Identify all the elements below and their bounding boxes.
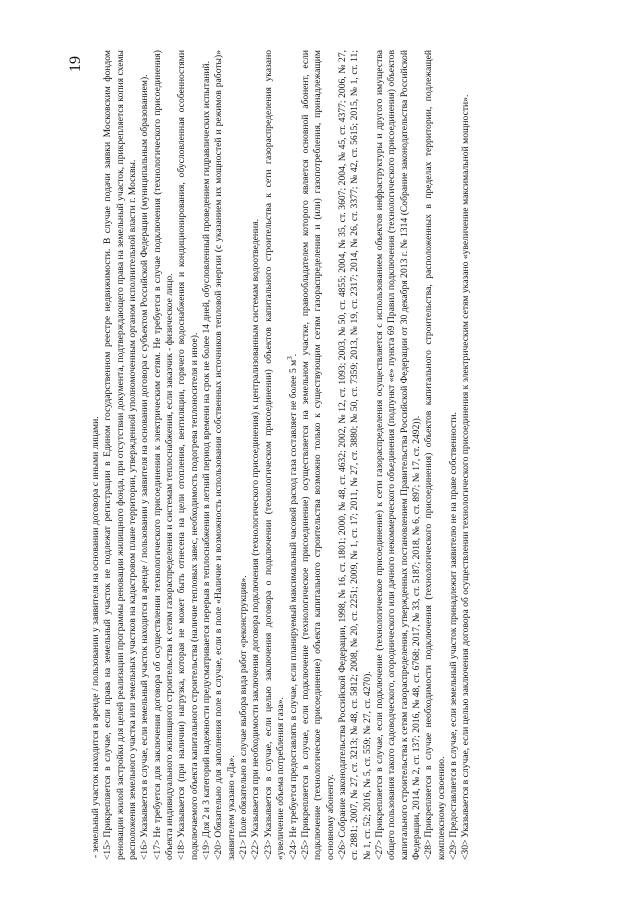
footnote-item (263, 50, 288, 860)
footnote-text: Обязательно для заполнения поле в случае, если в поле «Наличие и возможность использования собственных источников тепловой энергии (с указанием их мощностей и режимов работы)» заявителем указано «Да». (213, 50, 237, 860)
footnote-text: Указывается (при наличии) нагрузка, которая не может быть отнесена на цели отопления, вентиляции, горячего водоснабжения и кондиционирования, обусловленная особенностями подключаемого объекта капитального строительства (наличие тепловых завес, необходимость подогрева теплоносителя и иное). (176, 50, 200, 860)
footnote-text: Не требуется для заключения договора об осуществлении технологического присоединения к электрическим сетям. Не требуется в случае подключения (технологического присоединения) объекта индивидуального жилищного строительства к сетям газораспределения и системам теплоснабжения, если заказчик - физическое лицо. (151, 50, 176, 860)
page-number: 19 (67, 56, 84, 72)
footnote-text: Для 2 и 3 категорий надежности предусматривается перерыв в теплоснабжении в летний период времени на срок не более 14 дней, обусловленный проведением гидравлических испытаний. (201, 60, 213, 838)
footnote-item (152, 50, 177, 860)
footnote-marker: <27> (373, 839, 385, 860)
footnote-marker: <21> (238, 839, 250, 860)
footnote-marker: <24> (287, 839, 299, 860)
footnote-item (300, 50, 337, 860)
footnote-text: Указывается в случае, если целью заключения договора об осуществлении технологического присоединения к электрическим сетям указано «увеличение максимальной мощности». (460, 94, 472, 838)
rotated-page-content (64, 50, 554, 860)
footnote-marker: <30> (460, 839, 472, 860)
footnote-marker: <20> (213, 839, 225, 860)
footnote-text: Прикрепляется в случае, если права на земельный участок не подлежат регистрации в Едином государственном реестре недвижимости. В случае подачи заявки Московским фондом реновации жилой застройки для целей реализации программы реновации жилищного фонда, при отсутствии документа, подтверждающего права на земельный участок, прикрепляется копия схемы расположения земельного участка или земельных участков на кадастровом плане территории, утвержденной уполномоченным органом исполнительной власти г. Москвы. (102, 50, 139, 860)
footnote-text: Предоставляется в случае, если земельный участок принадлежит заявителю не на праве собственности. (447, 412, 459, 838)
footnote-item (213, 50, 238, 860)
footnote-text: Не требуется предоставлять в случае, если планируемый максимальный часовой расход газа составляет не более 5 м (287, 359, 299, 838)
unit-superscript: 3 (285, 356, 294, 360)
footnote-text: - земельный участок находится в аренде / пользовании у заявителя на основании договора с иными лицами. (90, 416, 101, 858)
footnote-item (448, 50, 460, 860)
footnote-item (201, 50, 213, 860)
footnote-item (139, 50, 151, 860)
footnote-text-tail: . (287, 353, 299, 357)
footnote-item (460, 50, 472, 860)
footnote-text: Прикрепляется в случае, если подключение (технологическое присоединение) осуществляется на земельном участке, правообладателем которого является основной абонент, если подключение (технологическое присоединение) объекта капитального строительства возможно только к существующим сетям газораспределения и (или) газопотребления, принадлежащим основному абоненту. (299, 50, 336, 860)
footnote-marker: <17> (151, 839, 163, 860)
footnote-marker: <16> (139, 839, 151, 860)
footnote-marker: <22> (250, 839, 262, 860)
footnote-marker: <18> (176, 839, 188, 860)
footnote-marker: <19> (201, 839, 213, 860)
footnote-item (238, 50, 250, 860)
footnote-item (374, 50, 423, 860)
footnote-marker: <26> (336, 839, 348, 860)
footnote-item (423, 50, 448, 860)
footnote-item (90, 50, 102, 860)
footnote-text: Указывается в случае, если земельный участок находится в аренде / пользовании у заявителя на основании договора с субъектом Российской Федерации (муниципальным образованием). (139, 74, 151, 838)
footnote-item (337, 50, 374, 860)
footnote-item (102, 50, 139, 860)
footnote-text: Собрание законодательства Российской Федерации, 1998, № 16, ст. 1801; 2000, № 48, ст. 4632; 2002, № 12, ст. 1093; 2003, № 50, ст. 4855; 2004, № 35, ст. 3607; 2004, № 45, ст. 4377; 2006, № 27, ст. 2881; 2007, № 27, ст. 3213; № 48, ст. 5812; 2008, № 20, ст. 2251; 2009, № 1, ст. 17; 2011, № 27, ст. 3880; № 50, ст. 7359; 2013, № 19, ст. 2317; 2014, № 26, ст. 3377; № 42, ст. 5615; 2015, № 1, ст. 11; № 1, ст. 52; 2016, № 5, ст. 559; № 27, ст. 4270). (336, 50, 373, 860)
footnote-text: Прикрепляется в случае необходимости подключения (технологического присоединения) объектов капитального строительства, расположенных в пределах территории, подлежащей комплексному освоению. (423, 50, 447, 860)
footnote-text: Указывается в случае, если целью заключения договора о подключении (технологическом присоединении) объектов капитального строительства к сети газораспределения указано «увеличение объема потребления газа». (262, 50, 287, 860)
footnote-marker: <25> (299, 839, 311, 860)
footnote-item (250, 50, 262, 860)
footnote-marker: <28> (423, 839, 435, 860)
footnotes-block (90, 50, 552, 860)
footnote-marker: <23> (262, 839, 274, 860)
footnote-text: Поле обязательно в случае выбора вида работ «реконструкция». (238, 575, 250, 838)
footnote-item (176, 50, 201, 860)
footnote-marker: <29> (447, 839, 459, 860)
footnote-item (285, 50, 300, 860)
footnote-marker: <15> (102, 839, 114, 860)
footnote-text: Указывается при необходимости заключения договора подключения (технологического присоединения) к централизованным системам водоотведения. (250, 219, 262, 838)
footnote-text: Прикрепляется в случае, если подключение (технологическое присоединение) к сети газораспределения осуществляется с использованием объектов инфраструктуры и другого имущества общего пользования такого садоводческого, огороднического или дачного некоммерческого объединения (подпункт «е» пункта 69 Правил подключения (технологического присоединения) объектов капитального строительства к сетям газораспределения, утвержденных постановлением Правительства Российской Федерации от 30 декабря 2013 г. № 1314 (Собрание законодательства Российской Федерации, 2014, № 2, ст. 137; 2016, № 48, ст. 6768; 2017, № 33, ст. 5187; 2018, № 6, ст. 897; № 17, ст. 2492)). (373, 50, 422, 860)
